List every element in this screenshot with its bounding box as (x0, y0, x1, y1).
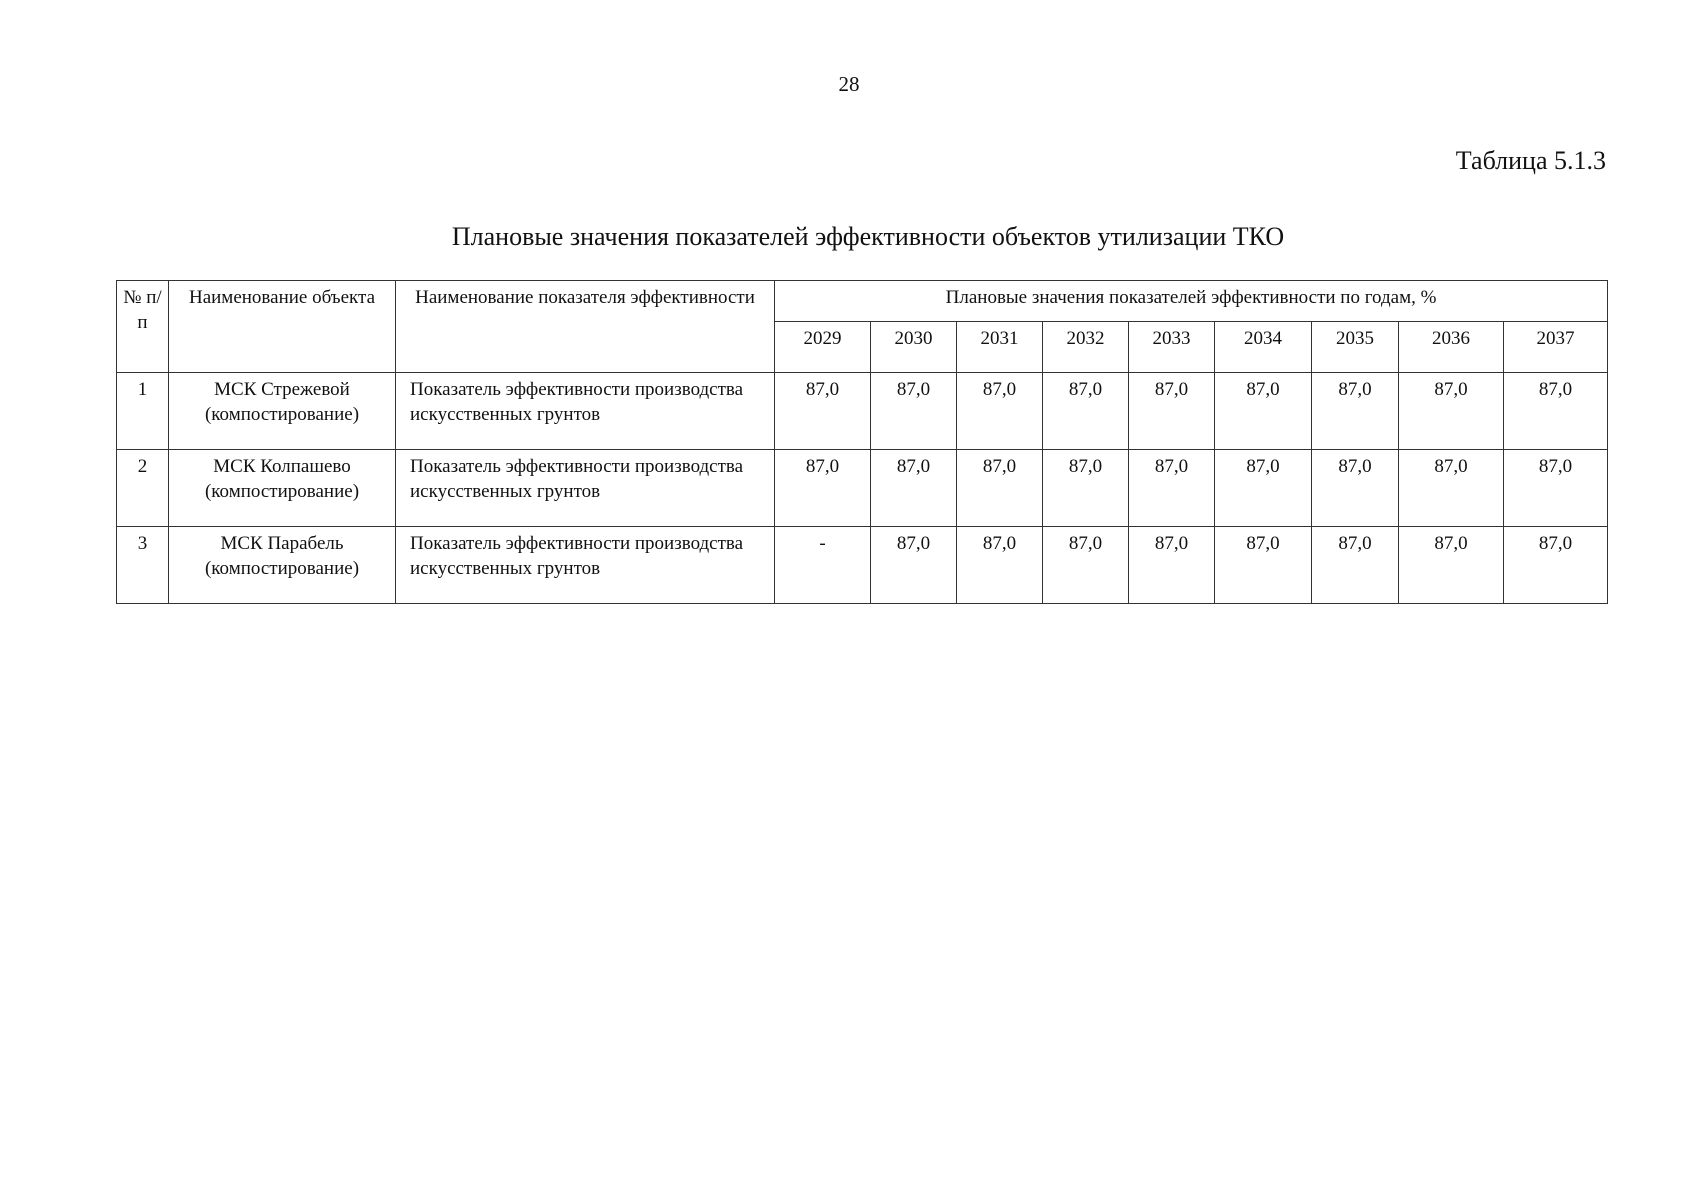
row-object-type: (компостирование) (204, 481, 360, 502)
header-year: 2031 (957, 322, 1043, 373)
row-value: 87,0 (1043, 373, 1129, 450)
row-value: 87,0 (1043, 450, 1129, 527)
row-num: 3 (117, 527, 169, 604)
row-value: 87,0 (1215, 373, 1312, 450)
row-indicator (396, 450, 775, 527)
table-row (117, 527, 1608, 604)
header-year: 2032 (1043, 322, 1129, 373)
row-object-name: МСК Колпашево (213, 456, 351, 477)
header-year: 2037 (1504, 322, 1608, 373)
header-year: 2036 (1399, 322, 1504, 373)
row-indicator-line1: Показатель эффективности производства (410, 379, 744, 400)
header-year: 2029 (775, 322, 871, 373)
header-num: № п/п (117, 281, 169, 373)
row-value: 87,0 (957, 527, 1043, 604)
row-value: 87,0 (1215, 527, 1312, 604)
table-row (117, 450, 1608, 527)
row-value: 87,0 (1215, 450, 1312, 527)
row-indicator (396, 527, 775, 604)
header-year: 2033 (1129, 322, 1215, 373)
row-object (169, 450, 396, 527)
row-value: 87,0 (957, 373, 1043, 450)
row-object-name: МСК Стрежевой (214, 379, 350, 400)
header-indicator-text: Наименование показателя эффективности (415, 287, 755, 308)
table-row (117, 373, 1608, 450)
row-indicator-line2: искусственных грунтов (410, 558, 601, 579)
row-value: 87,0 (1312, 450, 1399, 527)
row-value: 87,0 (1312, 527, 1399, 604)
row-num: 1 (117, 373, 169, 450)
row-object (169, 373, 396, 450)
row-indicator-line1: Показатель эффективности производства (410, 456, 744, 477)
header-year: 2030 (871, 322, 957, 373)
row-object (169, 527, 396, 604)
row-indicator-line1: Показатель эффективности производства (410, 533, 744, 554)
table-title (0, 222, 1698, 252)
row-value: 87,0 (1043, 527, 1129, 604)
header-object (169, 281, 396, 373)
header-group: Плановые значения показателей эффективности по годам, % (775, 281, 1608, 322)
row-value: 87,0 (1504, 450, 1608, 527)
row-object-name: МСК Парабель (220, 533, 344, 554)
page-number: 28 (838, 72, 860, 96)
header-year: 2034 (1215, 322, 1312, 373)
header-year: 2035 (1312, 322, 1399, 373)
row-value: 87,0 (1129, 373, 1215, 450)
row-value: 87,0 (1129, 527, 1215, 604)
row-value: 87,0 (871, 450, 957, 527)
row-indicator-line2: искусственных грунтов (410, 404, 601, 425)
header-object-text: Наименование объекта (188, 287, 376, 308)
row-value: 87,0 (1399, 373, 1504, 450)
row-num: 2 (117, 450, 169, 527)
row-value: - (775, 527, 871, 604)
row-value: 87,0 (775, 373, 871, 450)
efficiency-table (116, 280, 1608, 604)
row-indicator (396, 373, 775, 450)
row-indicator-line2: искусственных грунтов (410, 481, 601, 502)
table-number: Таблица 5.1.3 (1455, 146, 1606, 175)
row-value: 87,0 (957, 450, 1043, 527)
row-value: 87,0 (1129, 450, 1215, 527)
row-value: 87,0 (1504, 373, 1608, 450)
table-title-text: Плановые значения показателей эффективности объектов утилизации ТКО (451, 222, 1285, 251)
row-value: 87,0 (1504, 527, 1608, 604)
row-value: 87,0 (871, 373, 957, 450)
row-object-type: (компостирование) (204, 558, 360, 579)
header-indicator (396, 281, 775, 373)
row-value: 87,0 (775, 450, 871, 527)
row-value: 87,0 (871, 527, 957, 604)
row-object-type: (компостирование) (204, 404, 360, 425)
row-value: 87,0 (1399, 527, 1504, 604)
row-value: 87,0 (1312, 373, 1399, 450)
row-value: 87,0 (1399, 450, 1504, 527)
